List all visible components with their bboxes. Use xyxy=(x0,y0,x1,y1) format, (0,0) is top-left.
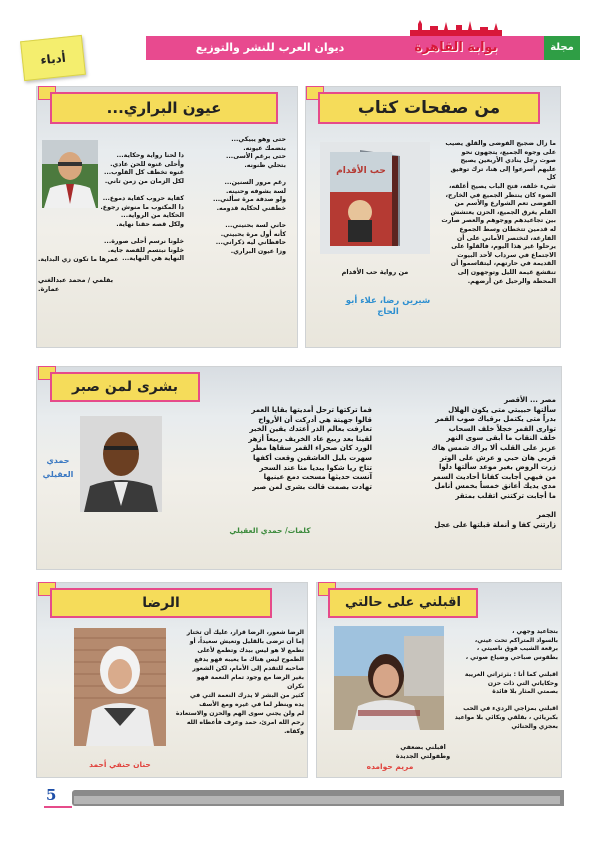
story-text: الرضا شعور، الرضا قرار، عليك أن تختار إما أن ترضى بالقليل وتعيش سعيداً، أو تطمع لا هو ليس بيدك وتطمع لأعلى الطموح ليس هناك ما يعيبه فهو يدفع صاحبه للتقدم إلى الأمام، لكن الشعور بغير الرضا مع وجود تمام النعمة فهو نكران كثير من البشر لا يدرك النعمة التي في يده وينظر لما في غيره ومع الأسف لم ولن يجني سوى الهم والحزن والاستعادة رحم الله امرئ، حمد وعرف فأعطاه الله وكفاه. xyxy=(175,629,304,735)
poem2-author: كلمات/ حمدي العقيلي xyxy=(229,526,311,535)
poet-photo xyxy=(80,416,162,512)
story-title: الرضا xyxy=(142,595,180,611)
poem1-closing-line: عمرها ما تكون زي البداية. xyxy=(38,256,119,263)
footer-bar-inner xyxy=(74,796,560,804)
magazine-label: مجلة xyxy=(550,42,574,53)
book-cover-image xyxy=(320,142,430,254)
book-excerpt-text: ما زال ضجيج الفوضى والقلق يصيب على وجوه الجميع، يتجهون نحو صوت رجل ينادي الأربعين يصيح عليهم أسرعوا إلى هنا، ترك توفيق كل شيء خلفه، فتح الباب يصيح أغلقه، الضوء كان ينتظر الجميع في الخارج، الفوضى تعم الشوارع والأسم من القلم يغرق الجميع، الحزن يعتشش بين تجاعيدهم ووجوهم والعصر صارت له قدمين تتخطان وسط الجموع الفارغة، لتختصر الأماني على أن يرحلوا غير هذا اليوم، فالقلوا على الاجتماع في سرداب لأحد البيوت القديمة في حارتهم، ليتقاسموا أن تنقشع غيمة الليل وتوجهون إلى المحطة والرحيل عن أرضهم. xyxy=(441,140,556,285)
book-section-title: من صفحات كتاب xyxy=(357,98,501,118)
section-sticky-note xyxy=(20,35,86,81)
story-author: حنان حنفي أحمد xyxy=(89,760,151,769)
story-title-box xyxy=(50,588,272,618)
poem1-column-left: دا لحنا رواية وحكاية... وأحلى غنوه للحن عادي. غنوه تخطف كل القلوب... لكل الزمان من زمن تاني. كفاية حروب كفاية دموع... دا المكتوب ما منوش رجوع. الحكاية من الرواية... ولكل قصه حقنا نهاية. خلونا نرسم أحلى صورة... خلونا نبتسم للقصة جايه. النهاية هي النهاية... xyxy=(100,152,184,263)
writer-photo xyxy=(74,628,166,746)
poem2-column-right: مصر ... الأقصر سألتها حبيبتي متى يكون الهلال بدراً متى يكتمل برقياك صوب القمر توارى القمر خجلاً خلف السحاب خلف النقاب ما أبقى سوى النهر عزيز على القلب ألا يراك شمس هاك قربي هان حبي و عرش على الوتر زرت الروض بغير موعد سألتها دلوا من فيهي أجابت كفانا أحاديث السمر مدي يديك أعانق خمساً بخمس أنامل ما أجابت تركتني اتقلب بمتقر الجمر زارتني كفا و أنملة قبلتها على عجل xyxy=(431,396,556,529)
poem2-column-left: فما تركتها ترحل أمديتها بقايا العمر قالوا جهينة هي أدركت أن الأرواح تعارفت بعالم الذر أعتدك يقين الخبر لقينا بعد ربيع عاد الخريف ربيعاً أزهر الورد كان صحراء القمر سقاها مطر سهرت بليل العاشقين وقعت أكفها تتاح ريا شكوا يبديا منا عند السحر آنست حديثها مسحت دمع عينيها تهادت بصمت قالت بشرى لمن صبر xyxy=(248,406,372,491)
poem3-author: مريم حوامده xyxy=(366,762,414,771)
poem1-column-right: حتى وهو يبيكي... بتضمك عيونه. حتى برغم الأسى... بتحلي ظنونه. رغم مرور السنين... لسة بشوفه وحنينه. ولو صدفة مرة سألني... خطفني لحكاية قدومه. حاني لسة بحنيني... كأنه أول مرة بحبيني. حافظاني ليه ذكراني... وزا عيون البراري. xyxy=(212,136,286,255)
author-photo xyxy=(42,140,98,208)
brand-name: بوابة القاهرة xyxy=(414,40,498,55)
brand-logo xyxy=(400,26,512,66)
poem2-title-box xyxy=(50,372,200,402)
page-number: 5 xyxy=(46,786,57,804)
book-cover-title: حب الأقدام xyxy=(336,166,386,176)
poem2-title: بشرى لمن صبر xyxy=(72,379,178,395)
section-label: أدباء xyxy=(39,50,67,68)
book-caption: من رواية حب الأقدام xyxy=(341,268,409,276)
poem3-title: اقبلني على حالتي xyxy=(344,595,462,610)
poem1-title-box xyxy=(50,92,278,124)
magazine-tab xyxy=(544,36,580,60)
book-author: شيرين رضا، علاء أبو الحاج xyxy=(345,296,431,317)
poet-photo-female xyxy=(334,626,444,730)
poem3-text: بتجاعيد وجهي ، بالسواد المتراكم تحت عيني، برقعة الشيب فوق ناصيتي ، بطقوس صباحي وضياع صوتي ، اقبلني كما أنا : بثرثراتي الغريبة وحكاياتي التي ذات حزن بصمتي المثار بلا فائدة اقبلني بمزاجي الرديء في الحب بكبريائي ، بقلقي وبكائي بلا مواعيد بعجزي والحنائي xyxy=(454,628,558,730)
poem1-title: عيون البراري... xyxy=(106,99,222,117)
poem3-closing-lines: اقبلني بضعفي وطفولتي الجديدة xyxy=(395,744,451,760)
poem1-author: بقلمي / محمد عبدالغني عمارة. xyxy=(38,276,114,293)
publisher-name: ديوان العرب للنشر والتوزيع xyxy=(195,41,345,54)
poem3-title-box xyxy=(328,588,478,618)
page-number-underline xyxy=(44,806,72,808)
book-title-box xyxy=(318,92,540,124)
poet-name-label: حمدي العقيلي xyxy=(42,456,74,479)
